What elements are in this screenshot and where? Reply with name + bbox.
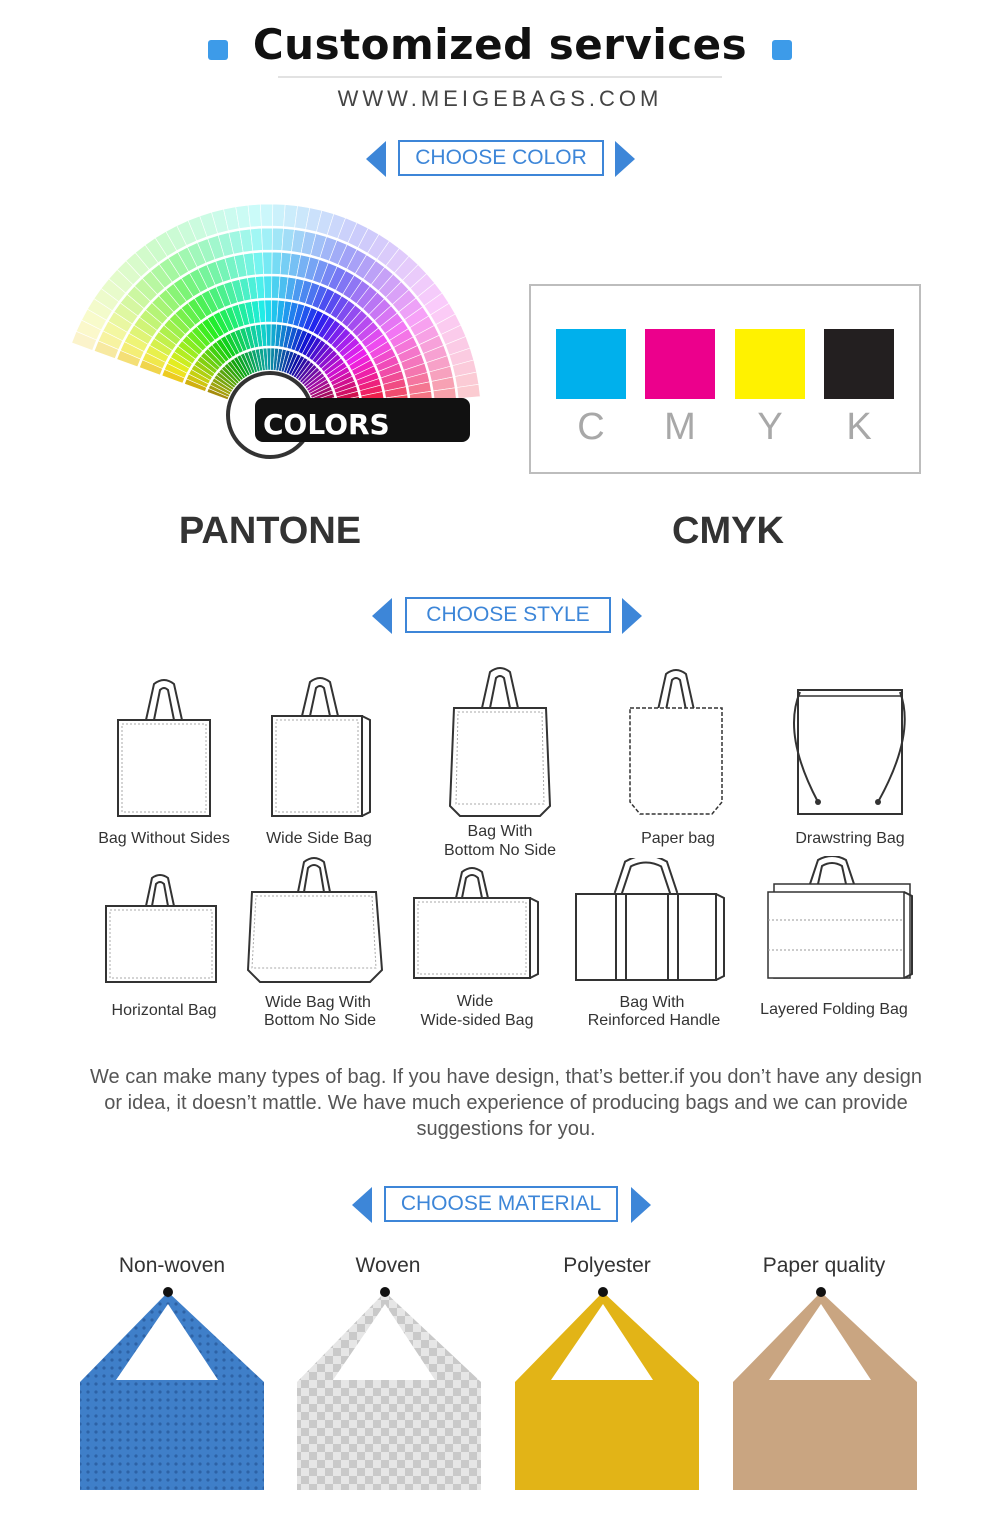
page-title: Customized services — [252, 20, 748, 69]
pantone-label: PANTONE — [178, 510, 362, 552]
next-arrow-icon[interactable] — [615, 141, 635, 177]
cmyk-label: CMYK — [672, 510, 784, 552]
next-arrow-icon[interactable] — [631, 1187, 651, 1223]
title-divider — [278, 76, 722, 78]
bag-label-bottom-no-side-line1: Bag With — [467, 823, 533, 840]
bag-label-wide-side: Wide Side Bag — [266, 830, 372, 847]
next-arrow-icon[interactable] — [622, 598, 642, 634]
bag-label-horizontal: Horizontal Bag — [111, 1002, 217, 1019]
wide-sided-tote-icon — [410, 866, 542, 984]
choose-color-heading: CHOOSE COLOR — [398, 140, 604, 176]
prev-arrow-icon[interactable] — [352, 1187, 372, 1223]
woven-bag-swatch — [293, 1284, 487, 1494]
material-label-woven: Woven — [355, 1254, 421, 1277]
black-letter: K — [846, 406, 872, 448]
colors-logo-text: COLORS — [263, 408, 390, 441]
reinforced-handle-tote-icon — [570, 858, 730, 986]
material-label-non-woven: Non-woven — [118, 1254, 226, 1277]
paper-bag-icon — [624, 668, 728, 820]
wide-side-tote-icon — [266, 676, 374, 821]
choose-material-heading: CHOOSE MATERIAL — [384, 1186, 618, 1222]
bag-label-wide-bottom-line2: Bottom No Side — [263, 1012, 377, 1029]
yellow-letter: Y — [757, 406, 783, 448]
yellow-swatch — [735, 329, 805, 399]
cyan-letter: C — [577, 406, 605, 448]
black-swatch — [824, 329, 894, 399]
cyan-swatch — [556, 329, 626, 399]
choose-style-heading: CHOOSE STYLE — [405, 597, 611, 633]
bottom-gusset-tote-icon — [444, 666, 556, 821]
bag-label-bottom-no-side-line2: Bottom No Side — [443, 842, 557, 859]
style-description: We can make many types of bag. If you have design, that’s better.if you don’t have any design or idea, it doesn’t mattle. We have much experience of producing bags and we can provide suggestions for you. — [90, 1066, 922, 1140]
drawstring-bag-icon — [782, 684, 916, 820]
flat-tote-icon — [112, 676, 216, 821]
material-label-paper-quality: Paper quality — [762, 1254, 886, 1277]
bag-label-reinforced-line1: Bag With — [619, 994, 685, 1011]
cmyk-swatch-panel — [529, 284, 921, 474]
prev-arrow-icon[interactable] — [372, 598, 392, 634]
wide-bottom-tote-icon — [244, 856, 388, 986]
material-label-polyester: Polyester — [563, 1254, 651, 1277]
bag-label-wide-sided-line2: Wide-sided Bag — [420, 1012, 534, 1029]
magenta-letter: M — [664, 406, 696, 448]
bag-label-layered-folding: Layered Folding Bag — [760, 1001, 908, 1018]
bag-label-reinforced-line2: Reinforced Handle — [587, 1012, 721, 1029]
bag-label-without-sides: Bag Without Sides — [98, 830, 230, 847]
pantone-fan-image — [55, 200, 485, 500]
bag-label-paper: Paper bag — [641, 830, 715, 847]
non-woven-bag-swatch — [76, 1284, 270, 1494]
title-bullet-right — [772, 40, 792, 60]
horizontal-tote-icon — [100, 872, 224, 986]
layered-folding-bag-icon — [760, 856, 916, 984]
paper-quality-bag-swatch — [729, 1284, 923, 1494]
prev-arrow-icon[interactable] — [366, 141, 386, 177]
magenta-swatch — [645, 329, 715, 399]
bag-label-drawstring: Drawstring Bag — [795, 830, 905, 847]
website-url: WWW.MEIGEBAGS.COM — [337, 86, 663, 111]
bag-label-wide-sided-line1: Wide — [456, 993, 494, 1010]
polyester-bag-swatch — [511, 1284, 705, 1494]
bag-label-wide-bottom-line1: Wide Bag With — [265, 994, 371, 1011]
